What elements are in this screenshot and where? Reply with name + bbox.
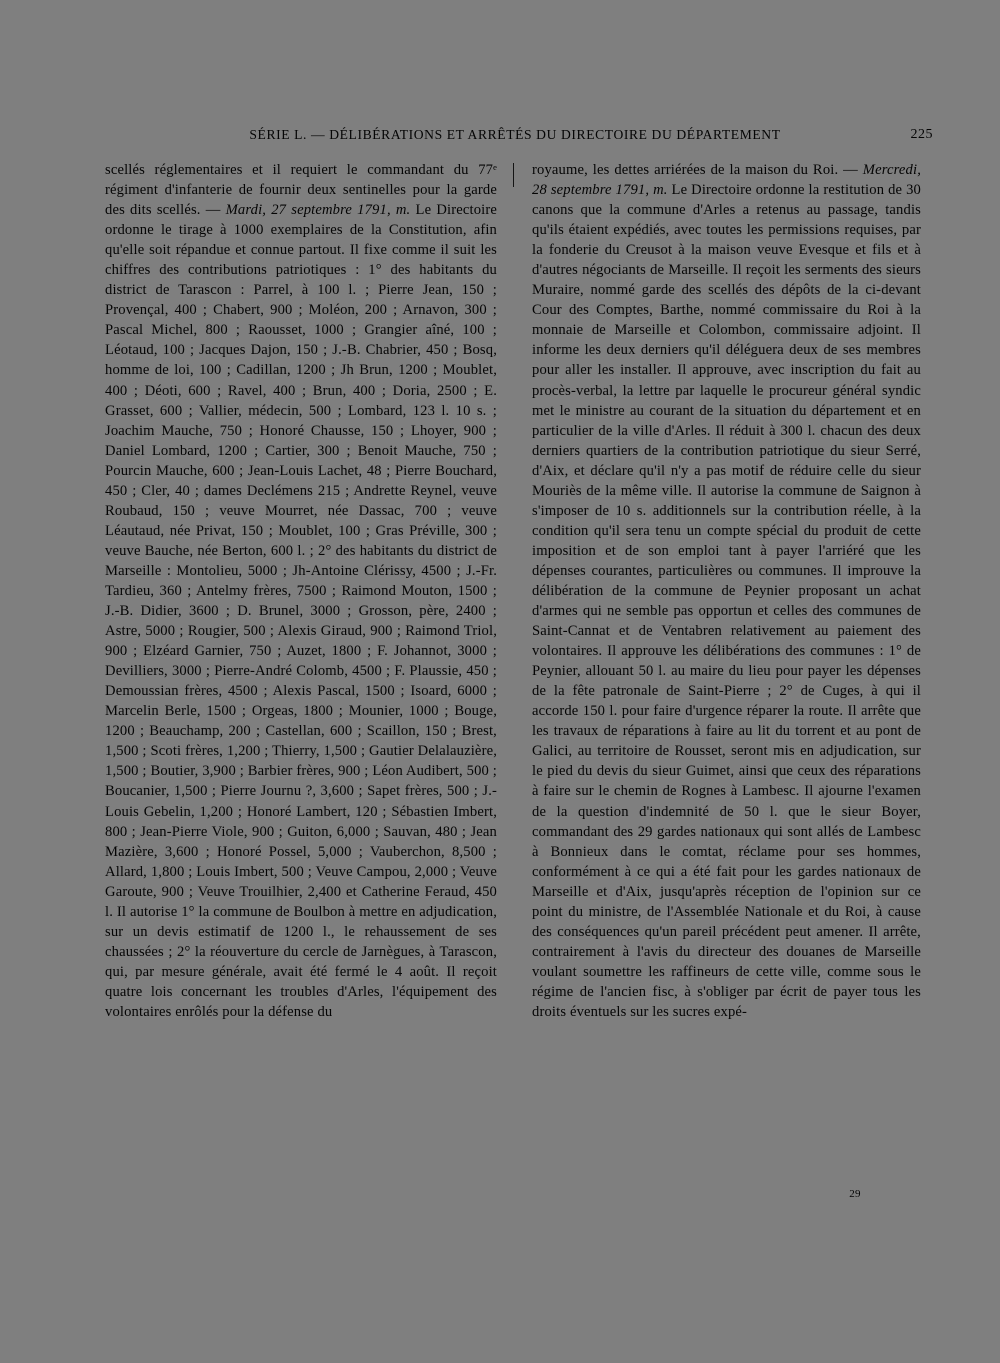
right-column-text (532, 160, 921, 1022)
right-column (532, 160, 921, 1022)
left-column-text (105, 160, 497, 1022)
running-head: SÉRIE L. — DÉLIBÉRATIONS ET ARRÊTÉS DU DIRECTOIRE DU DÉPARTEMENT (249, 127, 781, 142)
page-header (0, 127, 1000, 151)
right-date-heading: Mercredi, 28 septembre 1791, m. (532, 162, 921, 199)
left-paragraph-2: Le Directoire ordonne le tirage à 1000 exemplaires de la Constitution, afin qu'elle soit répandue et connue partout. Il fixe comme il suit les chiffres des contributions patriotiques : 1° des habitants du district de Tarascon : Parrel, à 100 l. ; Pierre Jean, 150 ; Provençal, 400 ; Chabert, 900 ; Moléon, 200 ; Arnavon, 300 ; Pascal Michel, 800 ; Raousset, 1000 ; Grangier aîné, 100 ; Léotaud, 100 ; Jacques Dajon, 150 ; J.-B. Chabrier, 450 ; Bosq, homme de loi, 100 ; Cadillan, 1200 ; Jh Brun, 1200 ; Moublet, 400 ; Déoti, 600 ; Ravel, 400 ; Brun, 400 ; Doria, 2500 ; E. Grasset, 600 ; Vallier, médecin, 500 ; Lombard, 123 l. 10 s. ; Joachim Mauche, 750 ; Honoré Chausse, 150 ; Lhoyer, 900 ; Daniel Lombard, 1200 ; Cartier, 300 ; Benoit Mauche, 750 ; Pourcin Mauche, 600 ; Jean-Louis Lachet, 48 ; Pierre Bouchard, 450 ; Cler, 40 ; dames Declémens 215 ; Andrette Reynel, veuve Roubaud, 150 ; veuve Mourret, née Dassac, 700 ; veuve Léautaud, née Privat, 150 ; Moublet, 100 ; Gras Préville, 300 ; veuve Bauche, née Berton, 600 l. ; 2° des habitants du district de Marseille : Montolieu, 5000 ; Jh-Antoine Clérissy, 4500 ; J.-Fr. Tardieu, 360 ; Antelmy frères, 7500 ; Raimond Mouton, 1500 ; J.-B. Didier, 3600 ; D. Brunel, 3000 ; Grosson, père, 2400 ; Astre, 5000 ; Rougier, 500 ; Alexis Giraud, 900 ; Raimond Triol, 900 ; Elzéard Garnier, 750 ; Auzet, 1800 ; F. Johannot, 3000 ; Devilliers, 3000 ; Pierre-André Colomb, 4500 ; F. Plaussie, 450 ; Demoussian frères, 4500 ; Alexis Pascal, 1500 ; Isoard, 6000 ; Marcelin Berle, 1500 ; Orgeas, 1800 ; Mounier, 1000 ; Bouge, 1200 ; Beauchamp, 200 ; Castellan, 600 ; Scaillon, 150 ; Brest, 1,500 ; Scoti frères, 1,200 ; Thierry, 1,500 ; Gautier Delalauzière, 1,500 ; Boutier, 3,900 ; Barbier frères, 900 ; Léon Audibert, 500 ; Boucanier, 1,500 ; Pierre Journu ?, 3,600 ; Sapet frères, 500 ; J.-Louis Gebelin, 1,200 ; Honoré Lambert, 120 ; Sébastien Imbert, 800 ; Jean-Pierre Viole, 900 ; Guiton, 6,000 ; Sauvan, 480 ; Jean Mazière, 3,600 ; Honoré Possel, 5,000 ; Vauberchon, 8,500 ; Allard, 1,800 ; Louis Imbert, 500 ; Veuve Campou, 2,000 ; Veuve Garoute, 900 ; Veuve Trouilhier, 2,400 et Catherine Feraud, 450 l. Il autorise 1° la commune de Boulbon à mettre en adjudication, sur un devis estimatif de 1200 l., le rehaussement de ses chaussées ; 2° la réouverture du cercle de Jarnègues, à Tarascon, qui, par mesure générale, avait été fermé le 4 août. Il reçoit quatre lois concernant les troubles d'Arles, l'équipement des volontaires enrôlés pour la défense du (105, 202, 497, 1020)
right-paragraph-1: royaume, les dettes arriérées de la maison du Roi. — (532, 162, 858, 178)
left-column (105, 160, 497, 1022)
column-divider (513, 163, 514, 187)
left-paragraph-1: scellés réglementaires et il requiert le commandant du 77ᵉ régiment d'infanterie de fournir deux sentinelles pour la garde des dits scellés. — (105, 162, 497, 219)
page-number: 225 (910, 127, 933, 142)
left-date-heading: Mardi, 27 septembre 1791, m. (225, 202, 411, 219)
right-paragraph-2: Le Directoire ordonne la restitution de 30 canons que la commune d'Arles a retenus au passage, tandis qu'ils étaient expédiés, avec toutes les permissions requises, par la fonderie du Creusot à la maison veuve Evesque et fils et à d'autres négociants de Marseille. Il reçoit les serments des sieurs Muraire, nommé garde des scellés des dépôts de la ci-devant Cour des Comptes, Barthe, nommé commissaire du Roi à la monnaie de Marseille et Colombon, commissaire adjoint. Il informe les deux derniers qu'il déléguera deux de ses membres pour aller les installer. Il approuve, avec inscription du fait au procès-verbal, la lettre par laquelle le procureur général syndic met le ministre au courant de la situation du département et en particulier de la ville d'Arles. Il réduit à 300 l. chacun des deux derniers quartiers de la contribution patriotique du sieur Serré, d'Aix, et déclare qu'il n'y a pas motif de réduire celle du sieur Mouriès de la même ville. Il autorise la commune de Saignon à s'imposer de 10 s. additionnels sur la contribution réelle, à la condition qu'il sera tenu un compte spécial du produit de cette imposition et de son emploi tant à payer l'arriéré que les dépenses courantes, particulières ou communes. Il improuve la délibération de la commune de Peynier proposant un achat d'armes qui ne semble pas opportun et celles des communes de Saint-Cannat et de Ventabren relativement au paiement des volontaires. Il approuve les délibérations des communes : 1° de Peynier, allouant 50 l. au maire du lieu pour payer les dépenses de la fête patronale de Saint-Pierre ; 2° de Cuges, à qui il accorde 150 l. pour faire d'urgence réparer la route. Il arrête que les travaux de réparations à faire au lit du torrent et au pont de Galici, au territoire de Rousset, seront mis en adjudication, sur le pied du devis du sieur Guimet, ainsi que ceux des réparations à faire sur le chemin de Rognes à Lambesc. Il ajourne l'examen de la question d'indemnité de 50 l. que le sieur Boyer, commandant des 29 gardes nationaux qui sont allés de Lambesc à Bonnieux dans le comtat, réclame pour ses hommes, conformément à ce qui a été fait pour les gardes nationaux de Marseille et d'Aix, jusqu'après réception de l'opinion sur ce point du ministre, de l'Assemblée Nationale et du Roi, à cause des conséquences qu'un pareil précédent peut amener. Il arrête, contrairement à l'avis du directeur des douanes de Marseille voulant soumettre les raffineurs de cette ville, comme sous le régime de l'ancien fisc, à s'obliger par écrit de payer tous les droits éventuels sur les sucres expé- (532, 182, 921, 1020)
printer-signature-mark: 29 (849, 1188, 861, 1200)
